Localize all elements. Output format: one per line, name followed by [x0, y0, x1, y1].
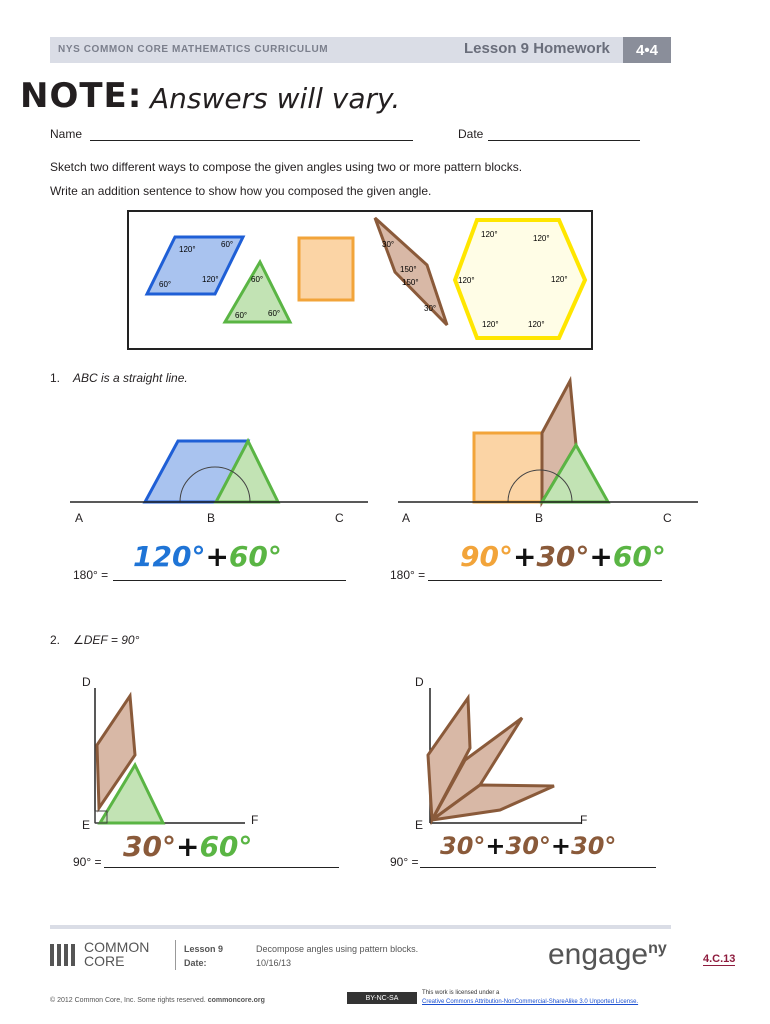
triangle-angle-1: 60°	[251, 275, 264, 284]
curriculum-title: NYS COMMON CORE MATHEMATICS CURRICULUM	[58, 44, 329, 55]
p2b-answer-term-2: 30°	[505, 832, 551, 860]
problem-1-prompt: ABC is a straight line.	[73, 371, 188, 385]
p2b-equation-left: 90° =	[390, 855, 419, 869]
p1a-label-b: B	[207, 511, 216, 525]
p1a-label-c: C	[335, 511, 344, 525]
cc-license-badge: BY-NC-SA	[347, 992, 417, 1004]
date-line[interactable]	[488, 140, 640, 141]
p2b-label-d: D	[415, 675, 424, 689]
problem-2b-figure	[410, 680, 610, 830]
p1a-answer	[133, 540, 282, 573]
p1b-answer-plus-2: +	[589, 540, 613, 573]
note-label: NOTE:	[20, 76, 143, 116]
p2a-answer-line[interactable]	[104, 867, 339, 868]
problem-1b-figure	[390, 375, 710, 510]
p2a-label-f: F	[251, 813, 259, 827]
p1a-answer-term-2: 60°	[228, 540, 282, 573]
p1b-label-c: C	[663, 511, 672, 525]
p1a-equation-left: 180° =	[73, 568, 109, 582]
p1a-answer-plus: +	[205, 540, 229, 573]
p1b-answer-line[interactable]	[428, 580, 662, 581]
problem-2a-figure	[80, 680, 280, 830]
footer-lesson-date: 10/16/13	[256, 958, 292, 968]
thin-rhombus-angle-3: 150°	[402, 278, 419, 287]
thin-rhombus-angle-2: 150°	[400, 265, 417, 274]
date-label: Date	[458, 127, 484, 141]
p2a-label-e: E	[82, 818, 91, 832]
p2b-label-e: E	[415, 818, 424, 832]
name-label: Name	[50, 127, 83, 141]
footer-lesson-label: Lesson 9	[184, 944, 224, 954]
footer-separator	[175, 940, 176, 970]
footer-date-label: Date:	[184, 958, 207, 968]
p2a-equation-left: 90° =	[73, 855, 102, 869]
instruction-2: Write an addition sentence to show how you composed the given angle.	[50, 184, 432, 198]
engageny-logo: engage$^{ny}$	[548, 938, 667, 971]
hexagon-angle-2: 120°	[533, 234, 550, 243]
p2a-label-d: D	[82, 675, 91, 689]
common-core-logo-icon	[48, 942, 80, 968]
thin-rhombus-angle-4: 30°	[424, 304, 437, 313]
p2b-answer-plus-2: +	[550, 832, 572, 860]
instruction-1: Sketch two different ways to compose the given angles using two or more pattern blocks.	[50, 160, 523, 174]
p2b-answer	[440, 832, 616, 860]
copyright: © 2012 Common Core, Inc. Some rights reserved. commoncore.org	[50, 997, 265, 1004]
footer-lesson-desc: Decompose angles using pattern blocks.	[256, 944, 419, 954]
common-core-logo-text: COMMON CORE	[84, 939, 150, 969]
p1b-answer	[460, 540, 666, 573]
p2a-answer	[123, 830, 252, 863]
problem-2-prompt: ∠DEF = 90°	[73, 633, 140, 647]
problem-1-number: 1.	[50, 371, 61, 385]
p2b-answer-plus-1: +	[485, 832, 506, 860]
license-link[interactable]: Creative Commons Attribution-NonCommercial-ShareAlike 3.0 Unported License.	[422, 999, 639, 1005]
lesson-badge: 4•4	[623, 37, 671, 63]
p1b-answer-term-2: 30°	[536, 540, 590, 573]
p2a-answer-term-2: 60°	[199, 830, 253, 863]
p1a-label-a: A	[75, 511, 84, 525]
triangle-angle-2: 60°	[235, 311, 248, 320]
hexagon-angle-4: 120°	[551, 275, 568, 284]
p1b-label-b: B	[535, 511, 544, 525]
p1b-equation-left: 180° =	[390, 568, 426, 582]
rhombus-angle-2: 60°	[221, 240, 234, 249]
p2b-answer-line[interactable]	[420, 867, 656, 868]
triangle-angle-3: 60°	[268, 309, 281, 318]
license-text-line1: This work is licensed under a	[422, 990, 500, 996]
rhombus-angle-3: 60°	[159, 280, 172, 289]
p1a-answer-line[interactable]	[113, 580, 346, 581]
page-code: 4.C.13	[703, 953, 736, 965]
note-text: Answers will vary.	[150, 82, 401, 115]
p1b-label-a: A	[402, 511, 411, 525]
hexagon-angle-1: 120°	[481, 230, 498, 239]
p2b-answer-term-1: 30°	[440, 832, 486, 860]
p1b-answer-plus-1: +	[512, 540, 537, 573]
name-line[interactable]	[90, 140, 413, 141]
p2b-answer-term-3: 30°	[571, 832, 617, 860]
p2b-label-f: F	[580, 813, 588, 827]
lesson-title: Lesson 9 Homework	[464, 40, 610, 57]
rhombus-angle-4: 120°	[202, 275, 219, 284]
hexagon-angle-5: 120°	[482, 320, 499, 329]
p1b-answer-term-1: 90°	[460, 540, 513, 573]
pattern-blocks-figure	[127, 210, 593, 350]
orange-square	[299, 238, 353, 300]
p1b-answer-term-3: 60°	[612, 540, 666, 573]
rhombus-angle-1: 120°	[179, 245, 196, 254]
p2a-answer-term-1: 30°	[123, 830, 176, 863]
thin-rhombus-angle-1: 30°	[382, 240, 395, 249]
p1b-orange-square	[474, 433, 542, 502]
footer-divider	[50, 925, 671, 929]
problem-2-number: 2.	[50, 633, 61, 647]
hexagon-angle-3: 120°	[458, 276, 475, 285]
hexagon-angle-6: 120°	[528, 320, 545, 329]
p1a-answer-term-1: 120°	[133, 540, 206, 573]
problem-1a-figure	[60, 420, 380, 510]
p2a-answer-plus: +	[175, 830, 200, 863]
